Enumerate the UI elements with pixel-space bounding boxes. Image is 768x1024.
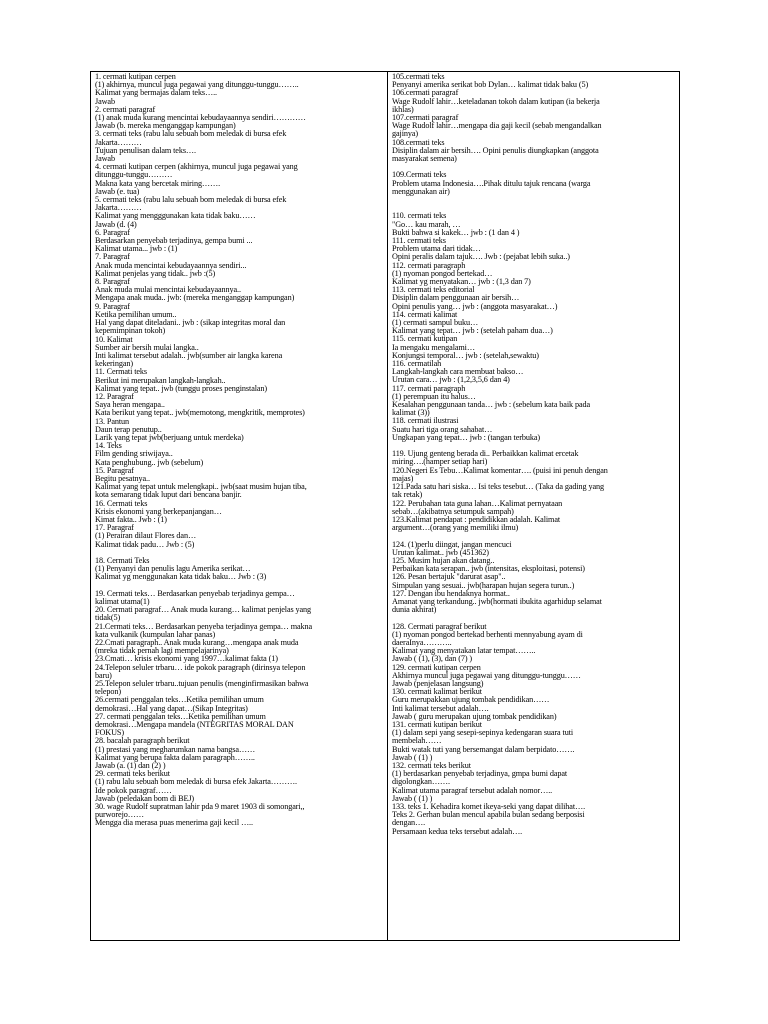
text-line: Kalimat yang bermajas dalam teks…..: [95, 89, 218, 98]
text-line: 22.Cmati paragraph.. Anak muda kurang…mengapa anak muda: [95, 638, 299, 647]
text-line: Wage Rudolf lahir…mengapa dia gaji kecil (sebab mengandalkan: [392, 122, 602, 131]
text-line: Krisis ekonomi yang berkepanjangan…: [95, 507, 222, 516]
text-line: daeraInya………..: [392, 638, 452, 647]
text-line: 121.Pada satu hari siska… Isi teks tesebut… (Taka da gading yang: [392, 483, 604, 492]
right-column: [388, 72, 679, 940]
text-line: Kalimat yang tepat untuk melengkapi.. jwb(saat musim hujan tiba,: [95, 483, 307, 492]
text-line: 3. cermati teks (rabu lalu sebuah bom meledak di bursa efek: [95, 130, 287, 139]
text-line: Problem utama dari tidak…: [392, 245, 481, 254]
text-line: Opini penulis yang… jwb : (anggota masyarakat…): [392, 302, 558, 311]
text-line: 110. cermati teks: [392, 212, 447, 221]
text-line: 120.Negeri Es Tebu…Kalimat komentar…. (puisi ini penuh dengan: [392, 466, 608, 475]
text-line: 18. Cermati Teks: [95, 556, 150, 565]
text-line: [392, 532, 676, 540]
text-line: (1) prestasi yang megharumkan nama bangsa……: [95, 745, 256, 754]
text-line: Berikut ini merupakan langkah-langkah..: [95, 376, 226, 385]
text-line: Persamaan kedua teks tersebut adalah….: [392, 827, 523, 836]
text-line: Sumber air bersih mulai langka..: [95, 343, 199, 352]
text-line: Daun terap penutup..: [95, 425, 162, 434]
text-line: [392, 204, 676, 212]
text-line: 1. cermati kutipan cerpen: [95, 73, 176, 81]
text-line: 10. Kalimat: [95, 335, 133, 344]
text-line: Kalimat penjelas yang tidak.. jwb :(5): [95, 269, 216, 278]
text-line: 106.cermati paragraf: [392, 89, 459, 98]
text-line: 28. bacalah paragraph berikut: [95, 737, 190, 746]
text-line: [95, 582, 384, 590]
text-line: Ide pokok paragraf……: [95, 786, 172, 795]
text-line: 117. cermati paragraph: [392, 384, 466, 393]
text-line: Kesalahan penggunaan tanda… jwb : (sebelum kata baik pada: [392, 401, 591, 410]
text-line: Jawab ( (1), (3), dan (7) ): [392, 655, 473, 664]
text-line: Jawab: [95, 155, 115, 164]
text-line: kalimat utama(1): [95, 597, 150, 606]
text-line: 122. Perubahan tata guna lahan…Kalimat pernyataan: [392, 499, 563, 508]
text-line: Film gending sriwijaya..: [95, 450, 173, 459]
text-line: 118. cermati ilustrasi: [392, 417, 459, 426]
text-line: FOKUS): [95, 729, 124, 738]
text-line: 107.cermati paragraf: [392, 114, 459, 123]
text-line: Urutan kalimat.. jwb (451362): [392, 548, 489, 557]
text-line: Jawab: [95, 97, 115, 106]
text-line: Mengga dia merasa puas menerima gaji kecil …..: [95, 819, 253, 828]
text-line: (1) dalam sepi yang sesepi-sepinya kedengaran suara tuti: [392, 729, 574, 738]
text-line: majas): [392, 474, 414, 483]
text-line: Disiplin dalam penggunaan air bersih…: [392, 294, 520, 303]
text-line: Kata berikut yang tepat.. jwb(memotong, mengkritik, memprotes): [95, 409, 305, 418]
text-line: miring….(hamper setiap hari): [392, 458, 488, 467]
text-line: 24.Telepon seluler trbaru… ide pokok paragraph (dirinsya telepon: [95, 663, 306, 672]
text-line: Urutan cara… jwb : (1,2,3,5,6 dan 4): [392, 376, 510, 385]
text-line: Opini peralis dalam tajuk…. Jwb : (pejabat lebih suka..): [392, 253, 570, 262]
text-line: Hal yang dapat diteladani.. jwb : (sikap integritas moral dan: [95, 319, 286, 328]
text-line: [392, 163, 676, 171]
text-line: dengan….: [392, 819, 426, 828]
text-line: 131. cermati kutipan berikut: [392, 720, 482, 729]
text-line: (1) rabu lalu sebuah bom meledak di bursa efek Jakarta……….: [95, 778, 298, 787]
text-line: Teks 2. Gerhan bulan mencul apabila bulan sedang berposisi: [392, 811, 585, 820]
text-line: Jawab (penjelasan langsung): [392, 679, 484, 688]
text-line: (1) Penyanyi dan penulis lagu Amerika serikat…: [95, 565, 251, 574]
text-line: Jawab (a. (1) dan (2) ): [95, 762, 166, 771]
text-line: 4. cermati kutipan cerpen (akhirnya, muncul juga pegawai yang: [95, 163, 298, 172]
text-line: demokrasi…Mengapa mandela (NTEGRITAS MORAL DAN: [95, 721, 294, 730]
text-line: sebab…(akibatnya setumpuk sampah): [392, 507, 514, 516]
text-line: purworejo……: [95, 811, 144, 820]
text-line: Kalimat yg menyatakan… jwb : (1,3 dan 7): [392, 278, 531, 287]
text-line: Amanat yang terkandung.. jwb(hormati ibukita agarhidup selamat: [392, 597, 602, 606]
text-line: 130. cermati kalimat berikut: [392, 688, 482, 697]
text-line: masyarakat semena): [392, 155, 457, 164]
text-line: (mreka tidak pernah lagi mempelajarinya): [95, 647, 229, 656]
text-line: 126. Pesan bertajuk "darurat asap"..: [392, 573, 506, 582]
text-line: 19. Cermati teks… Berdasarkan penyebab terjadinya gempa…: [95, 589, 295, 598]
text-line: Jawab (b. mereka menganggap kampungan): [95, 122, 236, 131]
text-line: [392, 614, 676, 622]
text-line: 6. Paragraf: [95, 228, 130, 237]
text-line: Jawab ( (1) ): [392, 753, 433, 762]
text-line: Guru merupakkan ujung tombak pendidikan……: [392, 696, 550, 705]
text-line: 15. Paragraf: [95, 466, 134, 475]
text-line: kalimat (3)): [392, 409, 430, 418]
text-line: 2. cermati paragraf: [95, 105, 156, 114]
text-line: 105.cermati teks: [392, 73, 445, 81]
text-line: tak retak): [392, 491, 423, 500]
text-line: (1) berdasarkan penyebab terjadinya, gmpa bumi dapat: [392, 770, 568, 779]
text-line: Anak muda mulai mencintai kebudayaannya..: [95, 286, 241, 295]
text-line: Jawab (d. (4): [95, 220, 137, 229]
text-line: (1) cermati sampul buku…: [392, 319, 479, 328]
text-line: 129. cermati kutipan cerpen: [392, 663, 481, 672]
text-line: Jawab (e. tua): [95, 187, 140, 196]
text-line: Simpulan yang sesuai.. jwb(harapan hujan segera turun..): [392, 581, 575, 590]
text-line: 16. Cermati teks: [95, 499, 148, 508]
text-line: (1) nyoman pongod bertekad…: [392, 269, 493, 278]
text-line: tidak(5): [95, 614, 121, 623]
text-line: Inti kalimat tersebut adalah.. jwb(sumber air langka karena: [95, 351, 283, 360]
text-line: 123.Kalimat pendapat : pendidikkan adalah. Kalimat: [392, 515, 561, 524]
text-line: 23.Cmati… krisis ekonomi yang 1997…kalimat fakta (1): [95, 655, 278, 664]
text-line: 8. Paragraf: [95, 278, 130, 287]
text-line: 125. Musim hujan akan datang..: [392, 556, 495, 565]
text-line: 128. Cermati paragraf berikut: [392, 622, 487, 631]
text-line: 124. (1)perlu diingat, jangan mencuci: [392, 540, 512, 549]
text-line: 11. Cermati teks: [95, 368, 147, 377]
text-line: 114. cermati kalimat: [392, 310, 458, 319]
text-line: 5. cermati teks (rabu lalu sebuah bom meledak di bursa efek: [95, 196, 287, 205]
text-line: 20. Cermati paragraf… Anak muda kurang… kalimat penjelas yang: [95, 606, 312, 615]
text-line: [392, 442, 676, 450]
text-line: Tujuan penulisan dalam teks….: [95, 146, 196, 155]
text-line: Kalimat yang berupa fakta dalam paragraph……..: [95, 753, 255, 762]
text-line: [392, 196, 676, 204]
document-sheet: [90, 71, 680, 941]
text-line: 9. Paragraf: [95, 302, 130, 311]
text-line: Ungkapan yang tepat… jwb : (tangan terbuka): [392, 433, 541, 442]
text-line: 133. teks 1. Kehadira komet ikeya-seki yang dapat dilihat….: [392, 802, 586, 811]
text-line: Jawab ( (1) ): [392, 794, 433, 803]
text-line: 27. cermati penggalan teks…Ketika pemilihan umum: [95, 712, 266, 721]
text-line: 25.Telepon seluler trbaru..tujuan penulis (menginfirmasikan bahwa: [95, 680, 309, 688]
text-line: 30. wage Rudolf supratman lahir pda 9 maret 1903 di somongari,,: [95, 803, 305, 812]
text-line: Bukti watak tuti yang bersemangat dalam berpidato…….: [392, 745, 575, 754]
text-line: 127. Dengan ibu hendaknya hormat..: [392, 589, 510, 598]
text-line: Ia mengaku mengalami…: [392, 343, 475, 352]
text-line: "Go… kau marah, …: [392, 220, 461, 229]
text-line: (1) anak muda kurang mencintai kebudayaannya sendiri…………: [95, 114, 306, 123]
text-line: Kalimat utama... jwb : (1): [95, 245, 178, 254]
text-line: Kalimat tidak padu… Jwb : (5): [95, 540, 195, 549]
text-line: Kalimat utama paragraf tersebut adalah nomor…..: [392, 786, 553, 795]
text-line: 26.cermati penggalan teks…Ketika pemilihan umum: [95, 696, 264, 705]
text-line: 132. cermati teks berikut: [392, 761, 471, 770]
text-line: Kalimat yang mengggunakan kata tidak baku……: [95, 212, 256, 221]
text-line: (1) Perairan dilaut Flores dan…: [95, 532, 197, 541]
text-line: Jakarta………: [95, 204, 142, 213]
text-line: Bukti bahwa si kakek… jwb : (1 dan 4 ): [392, 228, 520, 237]
text-line: 12. Paragraf: [95, 392, 134, 401]
text-line: 13. Pantun: [95, 417, 130, 426]
text-line: 14. Teks: [95, 442, 122, 451]
text-line: kekeringan): [95, 360, 133, 369]
text-line: argument…(orang yang memiliki ilmu): [392, 524, 519, 533]
text-line: Ketika pemilihan umum..: [95, 310, 177, 319]
text-line: ditunggu-tunggu………: [95, 171, 173, 180]
text-line: 113. cermati teks editorial: [392, 286, 475, 295]
text-line: Akhirnya muncul juga pegawai yang ditunggu-tunggu……: [392, 671, 581, 680]
text-line: Kalimat yang tepat.. jwb (tunggu proses penginstalan): [95, 384, 268, 393]
text-line: 7. Paragraf: [95, 253, 130, 262]
left-column: [91, 72, 388, 940]
text-line: Wage Rudolf lahir…keteladanan tokoh dalam kutipan (ia bekerja: [392, 97, 600, 106]
text-line: Jawab (peledakan bom di BEJ): [95, 794, 195, 803]
text-line: ikhlas): [392, 105, 414, 114]
text-line: (1) akhirnya, muncul juga pegawai yang ditunggu-tunggu……..: [95, 81, 299, 90]
text-line: Penyanyi amerika serikat bob Dylan… kalimat tidak baku (5): [392, 81, 589, 90]
text-line: 21.Cermati teks… Berdasarkan penyeba terjadinya gempa… makna: [95, 622, 313, 631]
text-line: Problem utama Indonesia….Pihak ditulu tajuk rencana (warga: [392, 179, 591, 188]
text-line: (1) perempuan itu halus…: [392, 392, 476, 401]
text-line: 111. cermati teks: [392, 237, 446, 246]
text-line: kepemimpinan tokoh): [95, 327, 166, 336]
text-line: kata vulkanik (kumpulan lahar panas): [95, 630, 216, 639]
text-line: Suatu hari tiga orang sahabat…: [392, 425, 493, 434]
text-line: 116. cermatilah: [392, 360, 442, 369]
text-line: baru): [95, 671, 112, 680]
text-line: 108.cermati teks: [392, 138, 445, 147]
text-line: Jawab ( guru merupakan ujung tombak pendidikan): [392, 712, 557, 721]
text-line: demokrasi…Hal yang dapat…(Sikap Integritas): [95, 704, 248, 713]
text-line: telepon): [95, 688, 122, 697]
text-line: Kata penghubung.. jwb (sebelum): [95, 458, 204, 467]
text-line: menggunakan air): [392, 187, 450, 196]
text-line: Kalimat yg menggunakan kata tidak baku… Jwb : (3): [95, 573, 267, 582]
text-line: membelah……: [392, 737, 442, 746]
text-line: (1) nyoman pongod bertekad berhenti mennyabung ayam di: [392, 630, 583, 639]
text-line: Langkah-langkah cara membuat bakso…: [392, 368, 524, 377]
text-line: Perbaikan kata serapan.. jwb (intensitas, eksploitasi, potensi): [392, 565, 585, 574]
text-line: 112. cermati paragraph: [392, 261, 466, 270]
text-line: Konjungsi temporal… jwb : (setelah,sewaktu): [392, 351, 539, 360]
text-line: Disiplin dalam air bersih…. Opini penulis diungkapkan (anggota: [392, 146, 599, 155]
text-line: Begitu pesatnya..: [95, 474, 150, 483]
text-line: Kimat fakta.. Jwb : (1): [95, 515, 167, 524]
text-line: Mengapa anak muda.. jwb: (mereka menganggap kampungan): [95, 294, 295, 303]
text-line: 119. Ujung genteng berada di.. Perbaikkan kalimat ercetak: [392, 450, 579, 459]
text-line: 115. cermati kutipan: [392, 335, 458, 344]
text-line: Inti kalimat tersebut adalah….: [392, 704, 489, 713]
text-line: Kalimat yang menyatakan latar tempat……..: [392, 647, 536, 656]
text-line: [95, 549, 384, 557]
text-line: Anak muda mencintai kebudayaannya sendiri...: [95, 261, 247, 270]
text-line: Jakarta………: [95, 138, 142, 147]
text-line: Saya heran mengapa..: [95, 401, 165, 410]
text-line: 29. cermati teks berikut: [95, 770, 170, 779]
text-line: gajinya): [392, 130, 419, 139]
text-line: dunia akhirat): [392, 606, 437, 615]
text-line: 109.Cermati teks: [392, 171, 447, 180]
text-line: Makna kata yang bercetak miring…….: [95, 179, 221, 188]
text-line: Kalimat yang tepat… jwb : (setelah paham dua…): [392, 327, 553, 336]
text-line: digolongkan…….: [392, 778, 450, 787]
text-line: 17. Paragraf: [95, 524, 134, 533]
text-line: kota semarang tidak luput dari bencana banjir.: [95, 491, 242, 500]
text-line: Berdasarkan penyebab terjadinya, gempa bumi ...: [95, 237, 253, 246]
text-line: Larik yang tepat jwb(berjuang untuk merdeka): [95, 433, 244, 442]
